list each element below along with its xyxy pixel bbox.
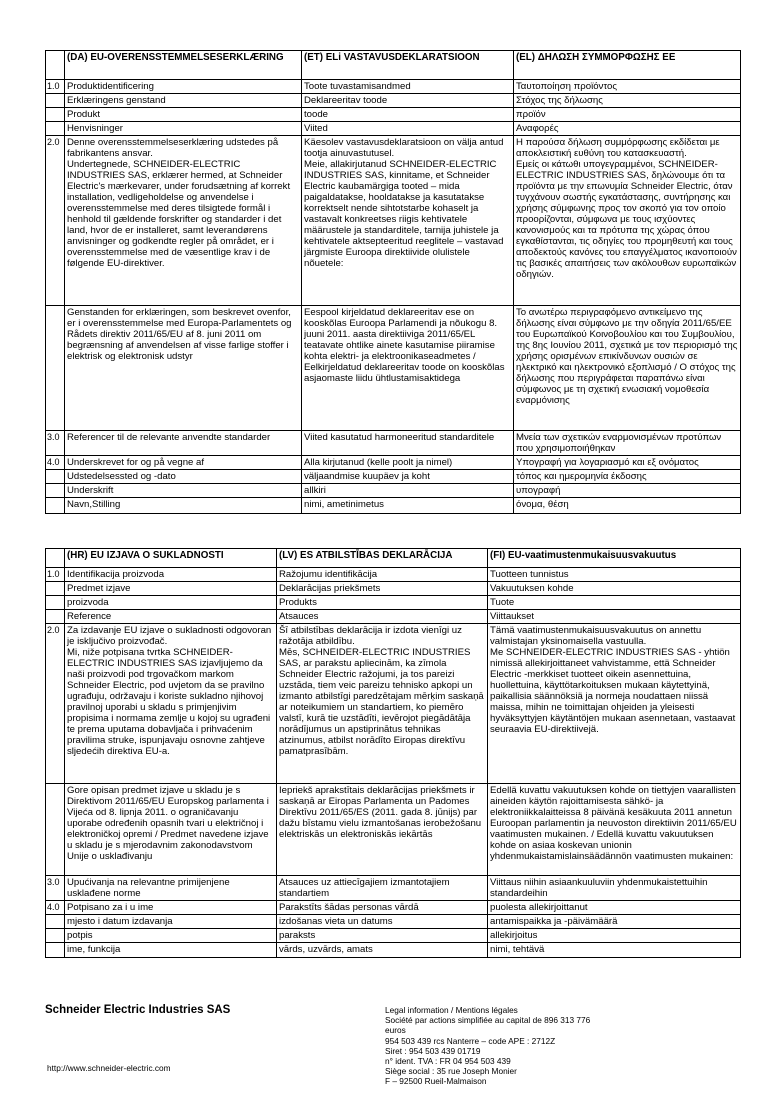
table-cell: Στόχος της δήλωσης — [514, 94, 741, 108]
table-cell: Reference — [65, 610, 277, 624]
table-cell: Referencer til de relevante anvendte standarder — [65, 431, 302, 456]
table-row — [46, 80, 741, 94]
table-cell: Underskrevet for og på vegne af — [65, 456, 302, 470]
section-number — [46, 915, 65, 929]
section-number: 4.0 — [46, 456, 65, 470]
table-cell: Produkts — [277, 596, 488, 610]
section-number — [46, 470, 65, 484]
footer-website-link[interactable]: http://www.schneider-electric.com — [47, 1063, 171, 1073]
table-cell: Μνεία των σχετικών εναρμονισμένων προτύπων που χρησιμοποιήθηκαν — [514, 431, 741, 456]
table-cell: Potpisano za i u ime — [65, 901, 277, 915]
section-number — [46, 943, 65, 958]
table-cell: Produkt — [65, 108, 302, 122]
table-cell: nimi, tehtävä — [488, 943, 741, 958]
table-cell: väljaandmise kuupäev ja koht — [302, 470, 514, 484]
footer-legal-information: Legal information / Mentions légales Société par actions simplifiée au capital de 896 313 776 euros 954 503 439 rcs Nanterre – code APE : 2712Z Siret : 954 503 439 01719 n° ident. TVA : FR 04 954 503 439 Siège social : 35 rue Joseph Monier F – 92500 Rueil-Malmaison — [385, 1005, 591, 1087]
table-row — [46, 498, 741, 514]
table-cell: Eespool kirjeldatud deklareeritav ese on kooskõlas Euroopa Parlamendi ja nõukogu 8. juuni 2011. aasta direktiiviga 2011/65/EL teatavate ohtlike ainete kasutamise piiramise kohta elektri- ja elektroonikaseadmetes / Eelkirjeldatud deklareeritav toode on kooskõlas asjaomaste liidu ühtlustamisaktidega — [302, 306, 514, 431]
section-number — [46, 929, 65, 943]
table-cell: antamispaikka ja -päivämäärä — [488, 915, 741, 929]
table-cell: Gore opisan predmet izjave u skladu je s Direktivom 2011/65/EU Europskog parlamenta i Vijeća od 8. lipnja 2011. o ograničavanju uporabe određenih opasnih tvari u električnoj i elektroničkoj opremi / Predmet navedene izjave u skladu je s mjerodavnim zakonodavstvom Unije o usklađivanju — [65, 784, 277, 876]
table-cell: Tuote — [488, 596, 741, 610]
table-cell: vārds, uzvārds, amats — [277, 943, 488, 958]
header-fi: (FI) EU-vaatimustenmukaisuusvakuutus — [488, 549, 741, 568]
table-cell: Η παρούσα δήλωση συμμόρφωσης εκδίδεται με αποκλειστική ευθύνη του κατασκευαστή. Εμείς οι κάτωθι υπογεγραμμένοι, SCHNEIDER-ELECTRIC INDUSTRIES SAS, δηλώνουμε ότι τα προϊόντα με την επωνυμία Schneider Electric, όταν τυγχάνουν σωστής εγκατάστασης, συντήρησης και χρήσης σύμφωνης προς τον σκοπό για τον οποίο προορίζονται, σύμφωνα με τους ισχύοντες κανονισμούς και τα πρότυπα της χώρας όπου εγκαθίστανται, τις οδηγίες του προμηθευτή και τους αποδεκτούς κανόνες του επαγγέλματος ικανοποιούν τις βασικές απαιτήσεις των ακόλουθων ευρωπαϊκών οδηγιών. — [514, 136, 741, 306]
table-cell: Vakuutuksen kohde — [488, 582, 741, 596]
header-num — [46, 51, 65, 80]
table-cell: Šī atbilstības deklarācija ir izdota vienīgi uz ražotāja atbildību. Mēs, SCHNEIDER-ELECTRIC INDUSTRIES SAS, ar parakstu apliecinām, ka zīmola Schneider Electric ražojumi, ja tos pareizi uzstāda, tiem veic pareizu tehnisko apkopi un izmanto atbilstīgi paredzētajam mērķim saskaņā ar noteikumiem un standartiem, ko piemēro valstī, kurā tie uzstādīti, ievērojot piegādātāja norādījumus un apstiprinātus tehnikas atzinumus, atbilst norādīto Eiropas direktīvu pamatprasībām. — [277, 624, 488, 784]
table-header — [46, 51, 741, 80]
declaration-table-hr-lv-fi — [45, 548, 741, 958]
table-cell: όνομα, θέση — [514, 498, 741, 514]
table-cell: τόπος και ημερομηνία έκδοσης — [514, 470, 741, 484]
table-cell: potpis — [65, 929, 277, 943]
section-number — [46, 784, 65, 876]
table-cell: proizvoda — [65, 596, 277, 610]
table-row — [46, 470, 741, 484]
table-row — [46, 122, 741, 136]
table-row — [46, 108, 741, 122]
table-row — [46, 431, 741, 456]
table-cell: Ταυτοποίηση προϊόντος — [514, 80, 741, 94]
header-num — [46, 549, 65, 568]
table-row — [46, 306, 741, 431]
table-cell: Henvisninger — [65, 122, 302, 136]
table-row — [46, 784, 741, 876]
table-body — [46, 80, 741, 514]
header-hr: (HR) EU IZJAVA O SUKLADNOSTI — [65, 549, 277, 568]
table-body — [46, 568, 741, 958]
table-cell: Υπογραφή για λογαριασμό και εξ ονόματος — [514, 456, 741, 470]
table-row — [46, 929, 741, 943]
table-cell: Predmet izjave — [65, 582, 277, 596]
table-cell: Tämä vaatimustenmukaisuusvakuutus on annettu valmistajan yksinomaisella vastuulla. Me SCHNEIDER-ELECTRIC INDUSTRIES SAS - yhtiön nimissä allekirjoittaneet vahvistamme, että Schneider Electric -merkkiset tuotteet oikein asennettuina, huollettuina, käyttötarkoituksen mukaan käytettyinä, paikallisia säännöksiä ja normeja noudattaen niissä maissa, mihin ne toimittajan ohjeiden ja yleisesti hyväksyttyjen käytäntöjen mukaan asennetaan, vastaavat seuraavia EU-direktiivejä. — [488, 624, 741, 784]
table-row — [46, 568, 741, 582]
table-cell: Parakstīts šādas personas vārdā — [277, 901, 488, 915]
header-et: (ET) ELi VASTAVUSDEKLARATSIOON — [302, 51, 514, 80]
table-cell: Toote tuvastamisandmed — [302, 80, 514, 94]
table-cell: allkiri — [302, 484, 514, 498]
section-number — [46, 122, 65, 136]
declaration-table-da-et-el — [45, 50, 741, 514]
table-cell: Ražojumu identifikācija — [277, 568, 488, 582]
section-number: 3.0 — [46, 876, 65, 901]
section-number: 2.0 — [46, 624, 65, 784]
table-cell: Käesolev vastavusdeklaratsioon on välja antud tootja ainuvastutusel. Meie, allakirjutanud SCHNEIDER-ELECTRIC INDUSTRIES SAS, kinnitame, et Schneider Electric kaubamärgiga tooted – mida paigaldatakse, hooldatakse ja kasutatakse korrektselt nende sihtotstarbe kohaselt ja vastavalt konkreetses riigis kehtivatele määrustele ja standarditele, tarnija juhistele ja kehtivatele aktsepteeritud reeglitele – vastavad järgmiste Euroopa direktiivide olulistele nõuetele: — [302, 136, 514, 306]
table-cell: Atsauces uz attiecīgajiem izmantotajiem standartiem — [277, 876, 488, 901]
table-cell: υπογραφή — [514, 484, 741, 498]
table-cell: Genstanden for erklæringen, som beskrevet ovenfor, er i overensstemmelse med Europa-Parlamentets og Rådets direktiv 2011/65/EU af 8. juni 2011 om begrænsning af anvendelsen af visse farlige stoffer i elektrisk og elektronisk udstyr — [65, 306, 302, 431]
table-header — [46, 549, 741, 568]
section-number: 2.0 — [46, 136, 65, 306]
table-row — [46, 915, 741, 929]
table-row — [46, 136, 741, 306]
table-row — [46, 901, 741, 915]
section-number — [46, 94, 65, 108]
table-cell: Viittaus niihin asiaankuuluviin yhdenmukaistettuihin standardeihin — [488, 876, 741, 901]
table-row — [46, 943, 741, 958]
table-cell: Upućivanja na relevantne primijenjene usklađene norme — [65, 876, 277, 901]
table-row — [46, 456, 741, 470]
table-cell: Produktidentificering — [65, 80, 302, 94]
table-row — [46, 596, 741, 610]
footer-company-name: Schneider Electric Industries SAS — [45, 1004, 231, 1016]
table-row — [46, 94, 741, 108]
section-number: 4.0 — [46, 901, 65, 915]
section-number: 1.0 — [46, 80, 65, 94]
section-number — [46, 306, 65, 431]
table-cell: Za izdavanje EU izjave o sukladnosti odgovoran je isključivo proizvođač. Mi, niže potpisana tvrtka SCHNEIDER-ELECTRIC INDUSTRIES SAS izjavljujemo da naši proizvodi pod trgovačkom markom Schneider Electric, pod uvjetom da se pravilno ugrađuju, održavaju i koriste sukladno njihovoj pravilnoj uporabi u skladu s primjenjivim propisima i normama zemlje u kojoj su ugrađeni te prema uputama dobavljača i prihvaćenim pravilima struke, ispunjavaju osnovne zahtjeve sljedećih direktiva EU-a. — [65, 624, 277, 784]
header-da: (DA) EU-OVERENSSTEMMELSESERKLÆRING — [65, 51, 302, 80]
table-cell: προϊόν — [514, 108, 741, 122]
table-cell: Denne overensstemmelseserklæring udstedes på fabrikantens ansvar. Undertegnede, SCHNEIDER-ELECTRIC INDUSTRIES SAS, erklærer hermed, at Schneider Electric's mærkevarer, under forudsætning af korrekt installation, vedligeholdelse og anvendelse i overensstemmelse med deres tilsigtede formål i henhold til gældende forskrifter og standarder i det land, hvor de er installeret, samt leverandørens anvisninger og godkendte regler på området, er i overensstemmelse med de væsentlige krav i de følgende EU-direktiver. — [65, 136, 302, 306]
section-number — [46, 108, 65, 122]
table-row — [46, 610, 741, 624]
section-number — [46, 610, 65, 624]
table-cell: Navn,Stilling — [65, 498, 302, 514]
table-cell: Identifikacija proizvoda — [65, 568, 277, 582]
table-cell: nimi, ametinimetus — [302, 498, 514, 514]
table-cell: Το ανωτέρω περιγραφόμενο αντικείμενο της δήλωσης είναι σύμφωνο με την οδηγία 2011/65/ΕΕ του Ευρωπαϊκού Κοινοβουλίου και του Συμβουλίου, της 8ης Ιουνίου 2011, σχετικά με τον περιορισμό της χρήσης ορισμένων επικίνδυνων ουσιών σε ηλεκτρικό και ηλεκτρονικό εξοπλισμό / Ο στόχος της δήλωσης που περιγράφεται παραπάνω είναι σύμφωνος με τη σχετική ενωσιακή νομοθεσία εναρμόνισης — [514, 306, 741, 431]
table-cell: allekirjoitus — [488, 929, 741, 943]
table-row — [46, 624, 741, 784]
table-row — [46, 484, 741, 498]
table-cell: Viited kasutatud harmoneeritud standarditele — [302, 431, 514, 456]
section-number — [46, 582, 65, 596]
header-lv: (LV) ES ATBILSTĪBAS DEKLARĀCIJA — [277, 549, 488, 568]
table-cell: Viited — [302, 122, 514, 136]
section-number — [46, 498, 65, 514]
table-cell: Atsauces — [277, 610, 488, 624]
table-cell: Αναφορές — [514, 122, 741, 136]
table-cell: mjesto i datum izdavanja — [65, 915, 277, 929]
table-cell: Alla kirjutanud (kelle poolt ja nimel) — [302, 456, 514, 470]
section-number: 3.0 — [46, 431, 65, 456]
section-number — [46, 596, 65, 610]
section-number — [46, 484, 65, 498]
table-cell: Udstedelsessted og -dato — [65, 470, 302, 484]
table-cell: toode — [302, 108, 514, 122]
table-cell: Deklareeritav toode — [302, 94, 514, 108]
table-cell: paraksts — [277, 929, 488, 943]
table-cell: puolesta allekirjoittanut — [488, 901, 741, 915]
table-cell: izdošanas vieta un datums — [277, 915, 488, 929]
table-cell: Iepriekš aprakstītais deklarācijas priekšmets ir saskaņā ar Eiropas Parlamenta un Padomes Direktīvu 2011/65/ES (2011. gada 8. jūnijs) par dažu bīstamu vielu izmantošanas ierobežošanu elektriskās un elektroniskās iekārtās — [277, 784, 488, 876]
table-cell: Viittaukset — [488, 610, 741, 624]
table-cell: Erklæringens genstand — [65, 94, 302, 108]
table-cell: Underskrift — [65, 484, 302, 498]
table-cell: Deklarācijas priekšmets — [277, 582, 488, 596]
table-row — [46, 876, 741, 901]
table-cell: Tuotteen tunnistus — [488, 568, 741, 582]
table-cell: Edellä kuvattu vakuutuksen kohde on tiettyjen vaarallisten aineiden käytön rajoittamisesta sähkö- ja elektroniikkalaitteissa 8 päivänä kesäkuuta 2011 annetun Euroopan parlamentin ja neuvoston direktiivin 2011/65/EU vaatimusten mukainen. / Edellä kuvattu vakuutuksen kohde on asiaa koskevan unionin yhdenmukaistamislainsäädännön vaatimusten mukainen: — [488, 784, 741, 876]
section-number: 1.0 — [46, 568, 65, 582]
header-el: (EL) ΔΗΛΩΣΗ ΣΥΜΜΟΡΦΩΣΗΣ ΕΕ — [514, 51, 741, 80]
table-row — [46, 582, 741, 596]
table-cell: ime, funkcija — [65, 943, 277, 958]
